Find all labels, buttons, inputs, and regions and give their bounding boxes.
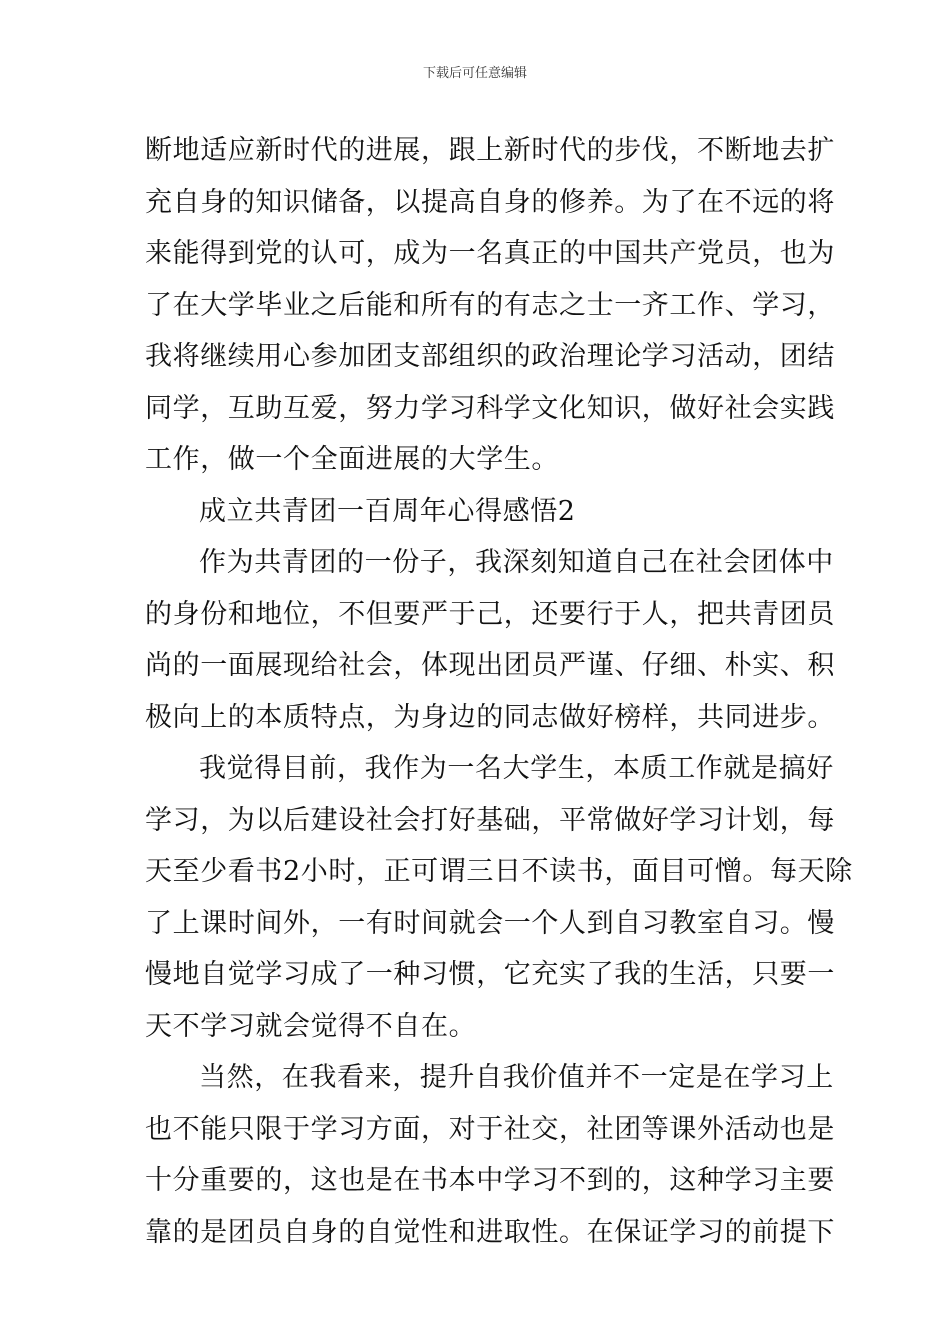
paragraph-continuation [145,125,835,486]
text-line: 充自身的知识储备，以提高自身的修养。为了在不远的将 [145,186,835,218]
text-line: 十分重要的，这也是在书本中学习不到的，这种学习主要 [145,1165,835,1196]
text-line: 的身份和地位，不但要严于己，还要行于人，把共青团员 [145,598,835,630]
text-line: 尚的一面展现给社会，体现出团员严谨、仔细、朴实、积 [145,650,835,681]
text-line: 同学，互助互爱，努力学习科学文化知识，做好社会实践 [145,392,835,424]
text-line: 我将继续用心参加团支部组织的政治理论学习活动，团结 [145,341,835,372]
text-line: 我觉得目前，我作为一名大学生，本质工作就是搞好 [199,753,834,784]
text-line: 了在大学毕业之后能和所有的有志之士一齐工作、学习， [145,289,835,321]
text-line: 学习，为以后建设社会打好基础，平常做好学习计划，每 [145,804,835,836]
text-line: 天至少看书2小时，正可谓三日不读书，面目可憎。每天除 [145,856,853,887]
page-header-note: 下载后可任意编辑 [422,66,527,81]
text-line: 当然，在我看来，提升自我价值并不一定是在学习上 [199,1062,834,1093]
text-line: 慢地自觉学习成了一种习惯，它充实了我的生活，只要一 [145,959,835,990]
text-line: 靠的是团员自身的自觉性和进取性。在保证学习的前提下 [145,1216,835,1248]
text-line: 了上课时间外，一有时间就会一个人到自习教室自习。慢 [145,907,835,939]
paragraph-membership [145,537,835,743]
text-line: 工作，做一个全面进展的大学生。 [145,444,559,475]
text-line: 天不学习就会觉得不自在。 [145,1010,477,1042]
text-line: 也不能只限于学习方面，对于社交，社团等课外活动也是 [145,1113,835,1145]
paragraph-study [145,743,853,1052]
section-heading: 成立共青团一百周年心得感悟2 [199,495,576,527]
paragraph-self-value [145,1052,835,1258]
text-line: 作为共青团的一份子，我深刻知道自己在社会团体中 [199,547,834,578]
document-body [145,125,853,1258]
text-line: 断地适应新时代的进展，跟上新时代的步伐，不断地去扩 [145,135,835,166]
text-line: 来能得到党的认可，成为一名真正的中国共产党员，也为 [145,238,835,269]
text-line: 极向上的本质特点，为身边的同志做好榜样，共同进步。 [145,701,835,733]
